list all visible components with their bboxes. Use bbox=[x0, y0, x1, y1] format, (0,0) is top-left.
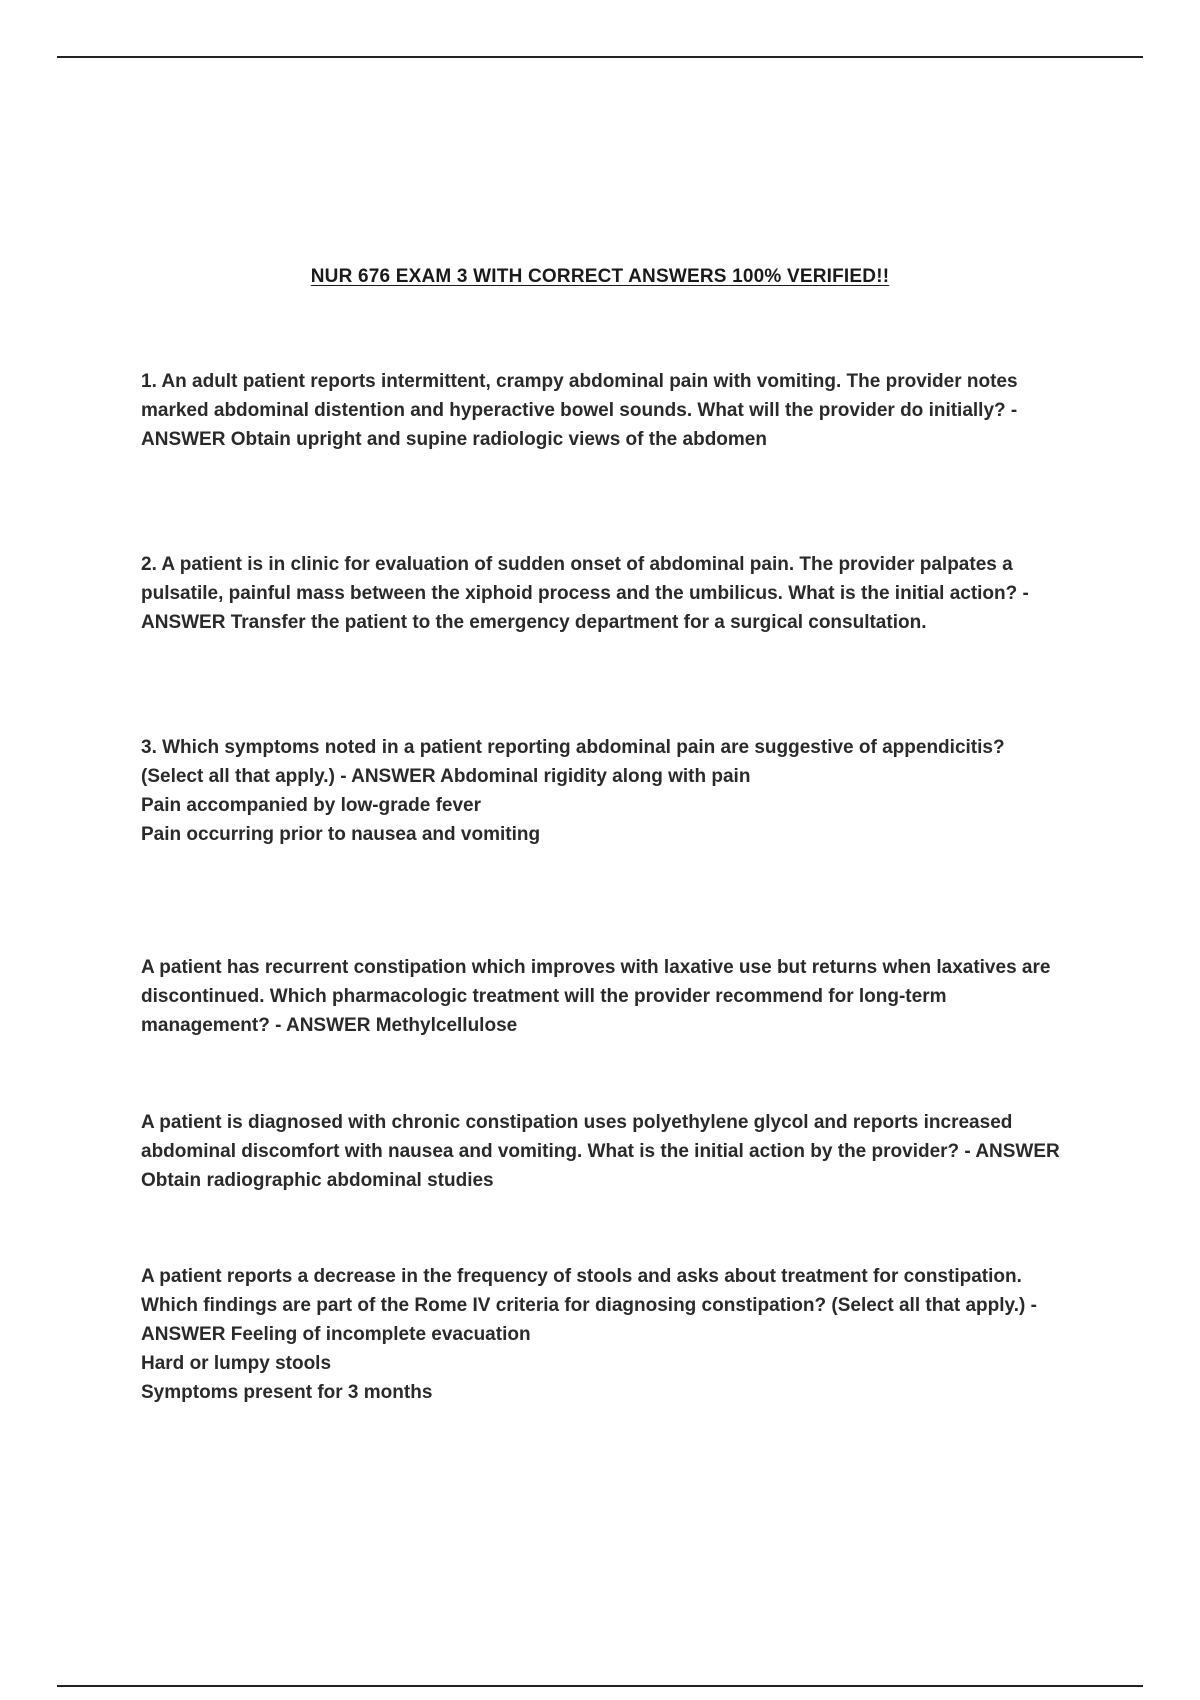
question-4 bbox=[141, 953, 1071, 1040]
question-1 bbox=[141, 367, 1071, 454]
question-4-text: A patient has recurrent constipation which improves with laxative use but returns when laxatives are discontinued. Which pharmacologic treatment will the provider recommend for long-term management? - ANSWER Methylcellulose bbox=[141, 957, 1051, 1036]
question-3-text: 3. Which symptoms noted in a patient reporting abdominal pain are suggestive of appendicitis? (Select all that apply.) - ANSWER Abdominal rigidity along with pain bbox=[141, 737, 1005, 787]
question-2 bbox=[141, 550, 1071, 637]
top-rule bbox=[57, 56, 1143, 58]
bottom-rule bbox=[57, 1685, 1143, 1687]
question-5 bbox=[141, 1108, 1071, 1195]
question-6-text: A patient reports a decrease in the frequency of stools and asks about treatment for constipation. Which findings are part of the Rome IV criteria for diagnosing constipation? (Select all that apply.) - ANSWER Feeling of incomplete evacuation bbox=[141, 1266, 1037, 1345]
question-3 bbox=[141, 733, 1071, 849]
question-6 bbox=[141, 1262, 1071, 1407]
question-3-answer-2: Pain accompanied by low-grade fever bbox=[141, 795, 481, 816]
question-1-text: 1. An adult patient reports intermittent, crampy abdominal pain with vomiting. The provider notes marked abdominal distention and hyperactive bowel sounds. What will the provider do initially? - ANSWER Obtain upright and supine radiologic views of the abdomen bbox=[141, 371, 1018, 450]
question-3-answer-3: Pain occurring prior to nausea and vomiting bbox=[141, 824, 541, 845]
question-6-answer-2: Hard or lumpy stools bbox=[141, 1353, 332, 1374]
question-5-text: A patient is diagnosed with chronic constipation uses polyethylene glycol and reports increased abdominal discomfort with nausea and vomiting. What is the initial action by the provider? - ANSWER Obtain radiographic abdominal studies bbox=[141, 1112, 1060, 1191]
question-6-answer-3: Symptoms present for 3 months bbox=[141, 1382, 433, 1403]
document-title: NUR 676 EXAM 3 WITH CORRECT ANSWERS 100% VERIFIED!! bbox=[310, 266, 890, 287]
question-2-text: 2. A patient is in clinic for evaluation of sudden onset of abdominal pain. The provider palpates a pulsatile, painful mass between the xiphoid process and the umbilicus. What is the initial action? - ANSWER Transfer the patient to the emergency department for a surgical consultation. bbox=[141, 554, 1029, 633]
